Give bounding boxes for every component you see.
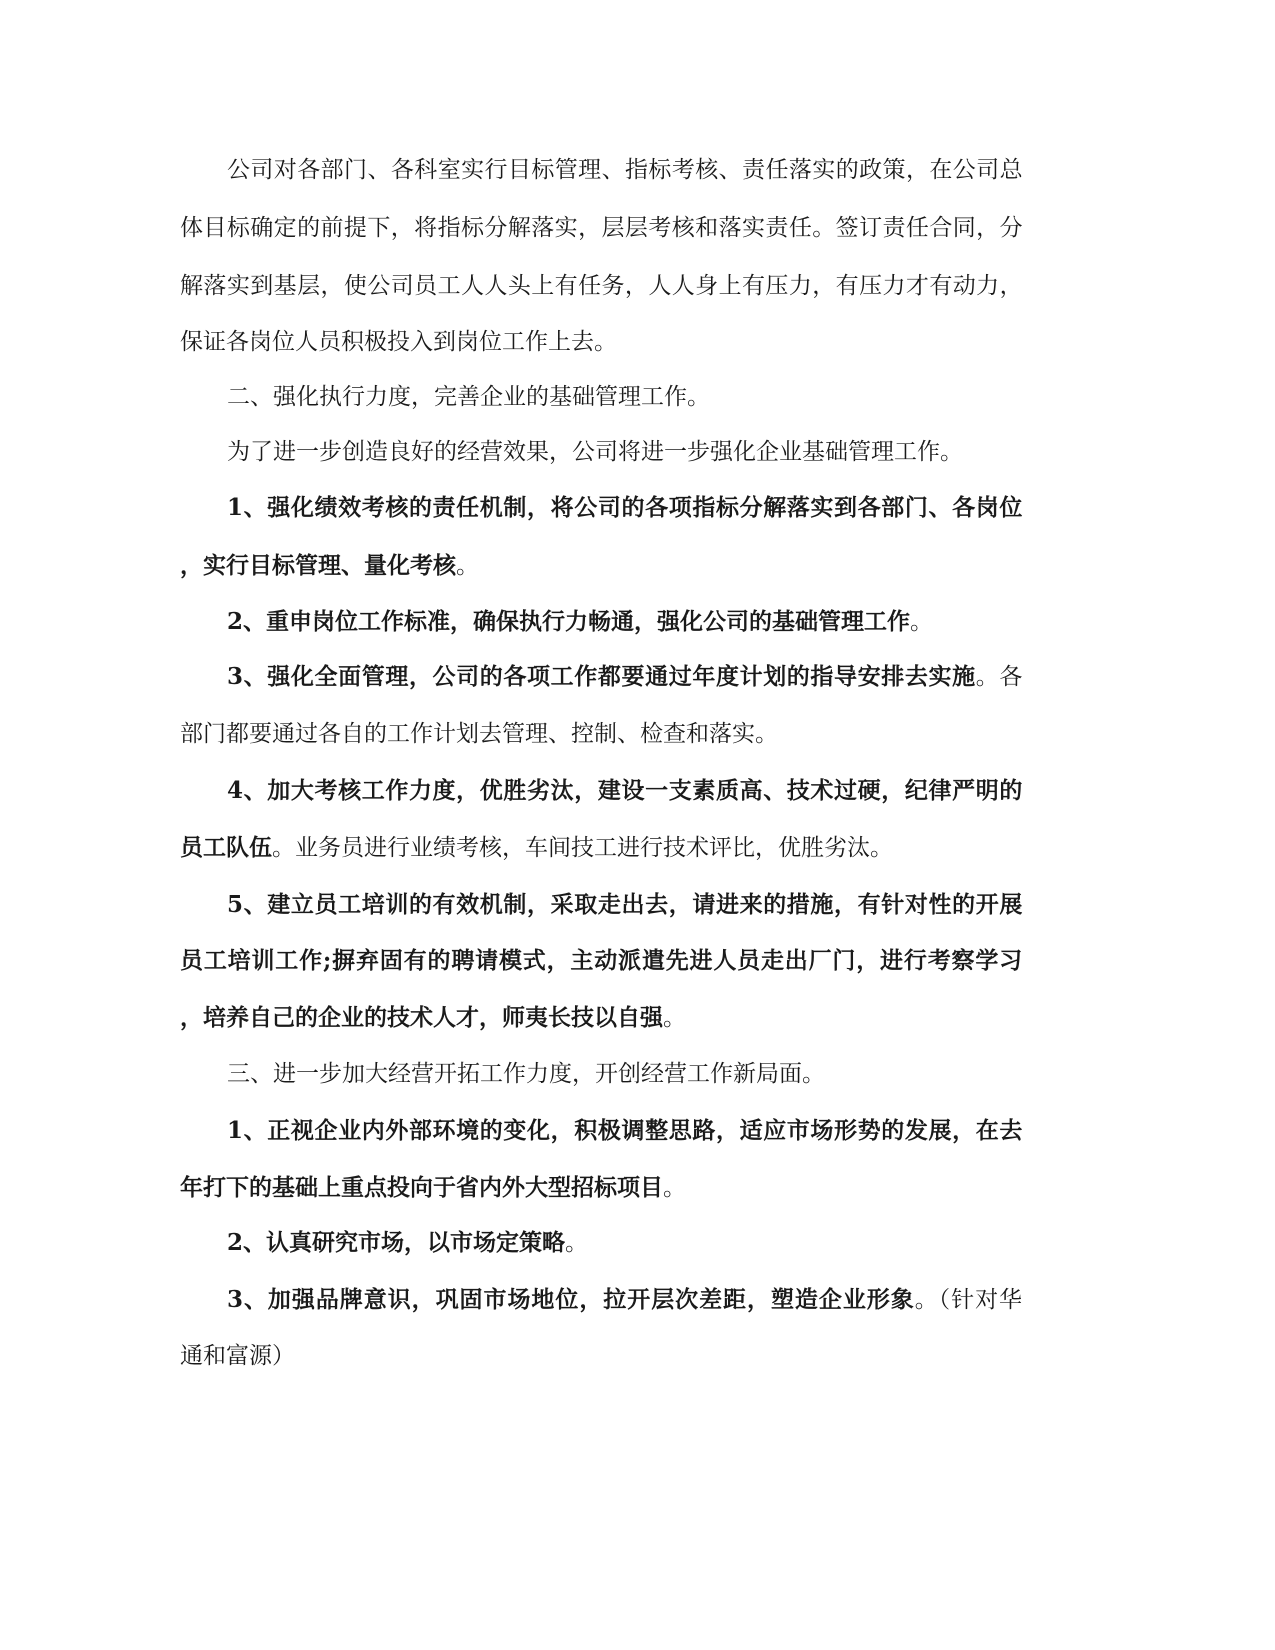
text-run: ，培养自己的企业的技术人才，师夷长技以自强 [180, 1004, 663, 1031]
text-line [180, 327, 617, 357]
text-run: 1、正视企业内外部环境的变化，积极调整思路，适应市场形势的发展，在去 [227, 1117, 1023, 1144]
text-run: 体目标确定的前提下，将指标分解落实，层层考核和落实责任。签订责任合同，分 [180, 215, 1024, 241]
text-line [227, 1285, 1023, 1315]
text-run: ，实行目标管理、量化考核 [180, 552, 456, 579]
text-run: 解落实到基层，使公司员工人人头上有任务，人人身上有压力，有压力才有动力， [180, 273, 1024, 299]
text-run: 1、强化绩效考核的责任机制，将公司的各项指标分解落实到各部门、各岗位 [227, 494, 1023, 521]
text-run: 4、加大考核工作力度，优胜劣汰，建设一支素质高、技术过硬，纪律严明的 [227, 777, 1023, 804]
text-run: 。 [565, 1230, 589, 1256]
text-run: 。 [456, 553, 479, 579]
text-line [227, 1228, 588, 1258]
text-run: 。 [663, 1005, 686, 1031]
text-line [180, 1003, 686, 1033]
text-run: 3、加强品牌意识，巩固市场地位，拉开层次差距，塑造企业形象 [227, 1286, 915, 1313]
text-line [180, 213, 1023, 243]
text-line [180, 1173, 686, 1203]
text-run: 通和富源） [180, 1343, 295, 1369]
text-run: 公司对各部门、各科室实行目标管理、指标考核、责任落实的政策，在公司总 [227, 157, 1024, 183]
text-line [227, 1059, 825, 1089]
text-run: 2、重申岗位工作标准，确保执行力畅通，强化公司的基础管理工作 [227, 608, 911, 635]
text-run: 为了进一步创造良好的经营效果，公司将进一步强化企业基础管理工作。 [227, 439, 963, 465]
text-run: 。（针对华 [914, 1287, 1023, 1313]
text-line [227, 493, 1023, 523]
text-run: 。各 [975, 664, 1023, 690]
text-run: 部门都要通过各自的工作计划去管理、控制、检查和落实。 [180, 721, 778, 747]
text-line [227, 155, 1023, 185]
text-line [227, 662, 1023, 692]
text-run: 2、认真研究市场，以市场定策略 [227, 1229, 566, 1256]
text-line [180, 1341, 295, 1371]
text-line [227, 382, 710, 412]
text-run: 年打下的基础上重点投向于省内外大型招标项目 [180, 1174, 663, 1201]
text-run: 。 [910, 609, 934, 635]
text-line [227, 890, 1023, 920]
text-run: 员工培训工作;摒弃固有的聘请模式，主动派遣先进人员走出厂门，进行考察学习 [180, 947, 1023, 974]
text-line [180, 946, 1023, 976]
text-line [180, 271, 1023, 301]
text-run: 二、强化执行力度，完善企业的基础管理工作。 [227, 384, 710, 410]
text-line [180, 551, 479, 581]
text-line [227, 776, 1023, 806]
text-line [180, 833, 893, 863]
text-line [227, 1116, 1023, 1146]
text-line [180, 719, 778, 749]
text-run: 5、建立员工培训的有效机制，采取走出去，请进来的措施，有针对性的开展 [227, 891, 1023, 918]
text-run: 3、强化全面管理，公司的各项工作都要通过年度计划的指导安排去实施 [227, 663, 976, 690]
text-run: 。业务员进行业绩考核，车间技工进行技术评比，优胜劣汰。 [272, 835, 893, 861]
text-run: 三、进一步加大经营开拓工作力度，开创经营工作新局面。 [227, 1061, 825, 1087]
text-line [227, 607, 933, 637]
text-run: 保证各岗位人员积极投入到岗位工作上去。 [180, 329, 617, 355]
text-line [227, 437, 963, 467]
text-run: 。 [663, 1175, 686, 1201]
text-run: 员工队伍 [180, 834, 272, 861]
